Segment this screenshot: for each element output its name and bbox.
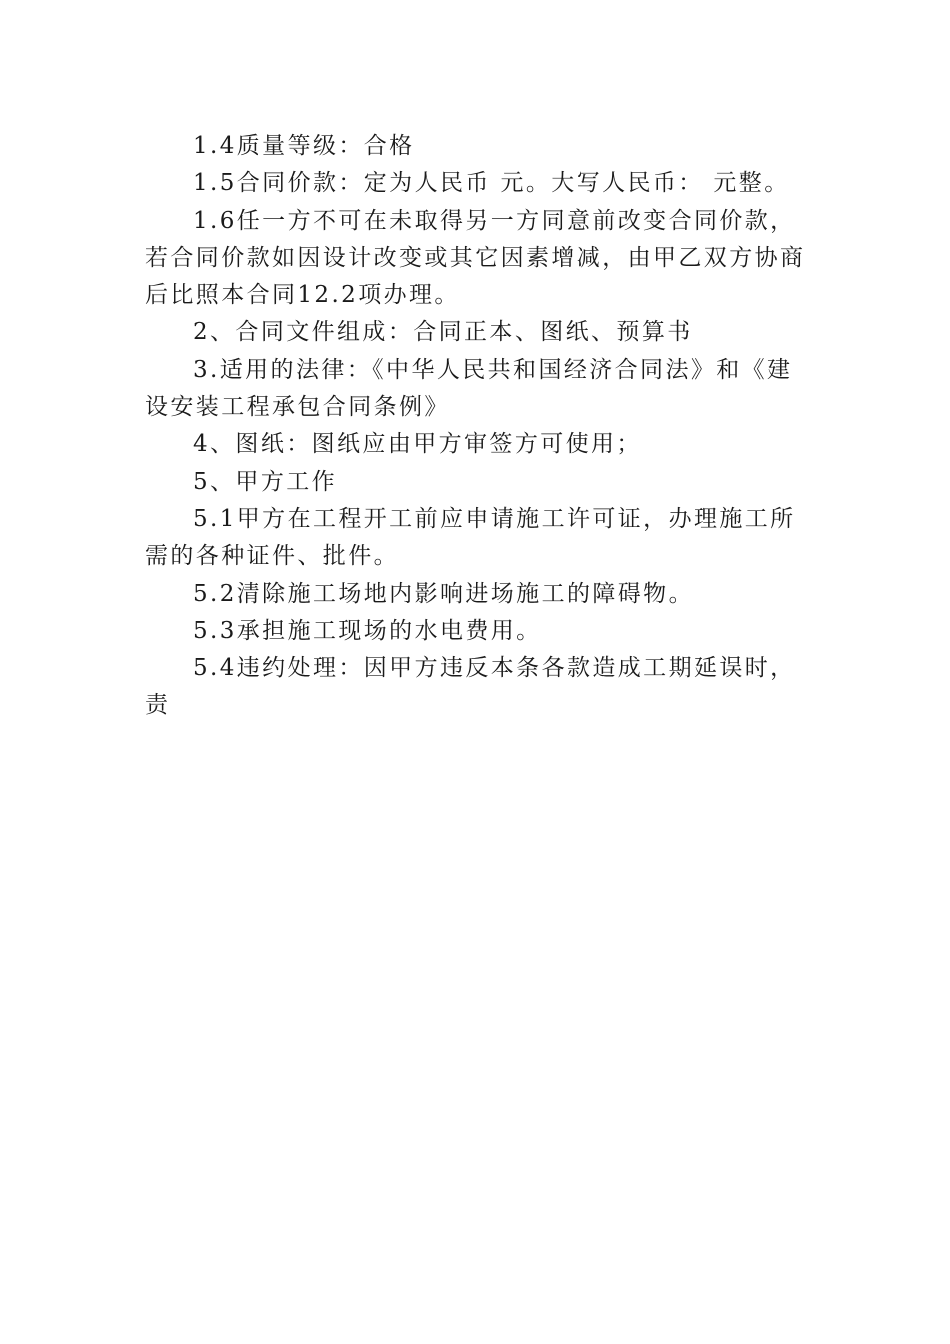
paragraph-permits: 5.1甲方在工程开工前应申请施工许可证，办理施工所需的各种证件、批件。 <box>145 505 796 570</box>
paragraph-utilities: 5.3承担施工现场的水电费用。 <box>193 617 542 644</box>
paragraph-contract-documents: 2、合同文件组成：合同正本、图纸、预算书 <box>193 319 693 346</box>
document-body <box>145 128 807 725</box>
paragraph-party-a-work: 5、甲方工作 <box>193 468 338 495</box>
paragraph-price-change: 1.6任一方不可在未取得另一方同意前改变合同价款，若合同价款如因设计改变或其它因素增减，由甲乙双方协商后比照本合同12.2项办理。 <box>145 207 806 309</box>
paragraph-breach: 5.4违约处理：因甲方违反本条各款造成工期延误时，责 <box>145 655 796 719</box>
paragraph-quality-grade: 1.4质量等级：合格 <box>193 133 415 159</box>
paragraph-clear-site: 5.2清除施工场地内影响进场施工的障碍物。 <box>193 580 694 607</box>
paragraph-contract-price: 1.5合同价款：定为人民币 元。大写人民币： 元整。 <box>193 170 790 197</box>
paragraph-drawings: 4、图纸：图纸应由甲方审签方可使用； <box>193 431 642 458</box>
paragraph-applicable-law: 3.适用的法律：《中华人民共和国经济合同法》和《建设安装工程承包合同条例》 <box>145 356 793 421</box>
